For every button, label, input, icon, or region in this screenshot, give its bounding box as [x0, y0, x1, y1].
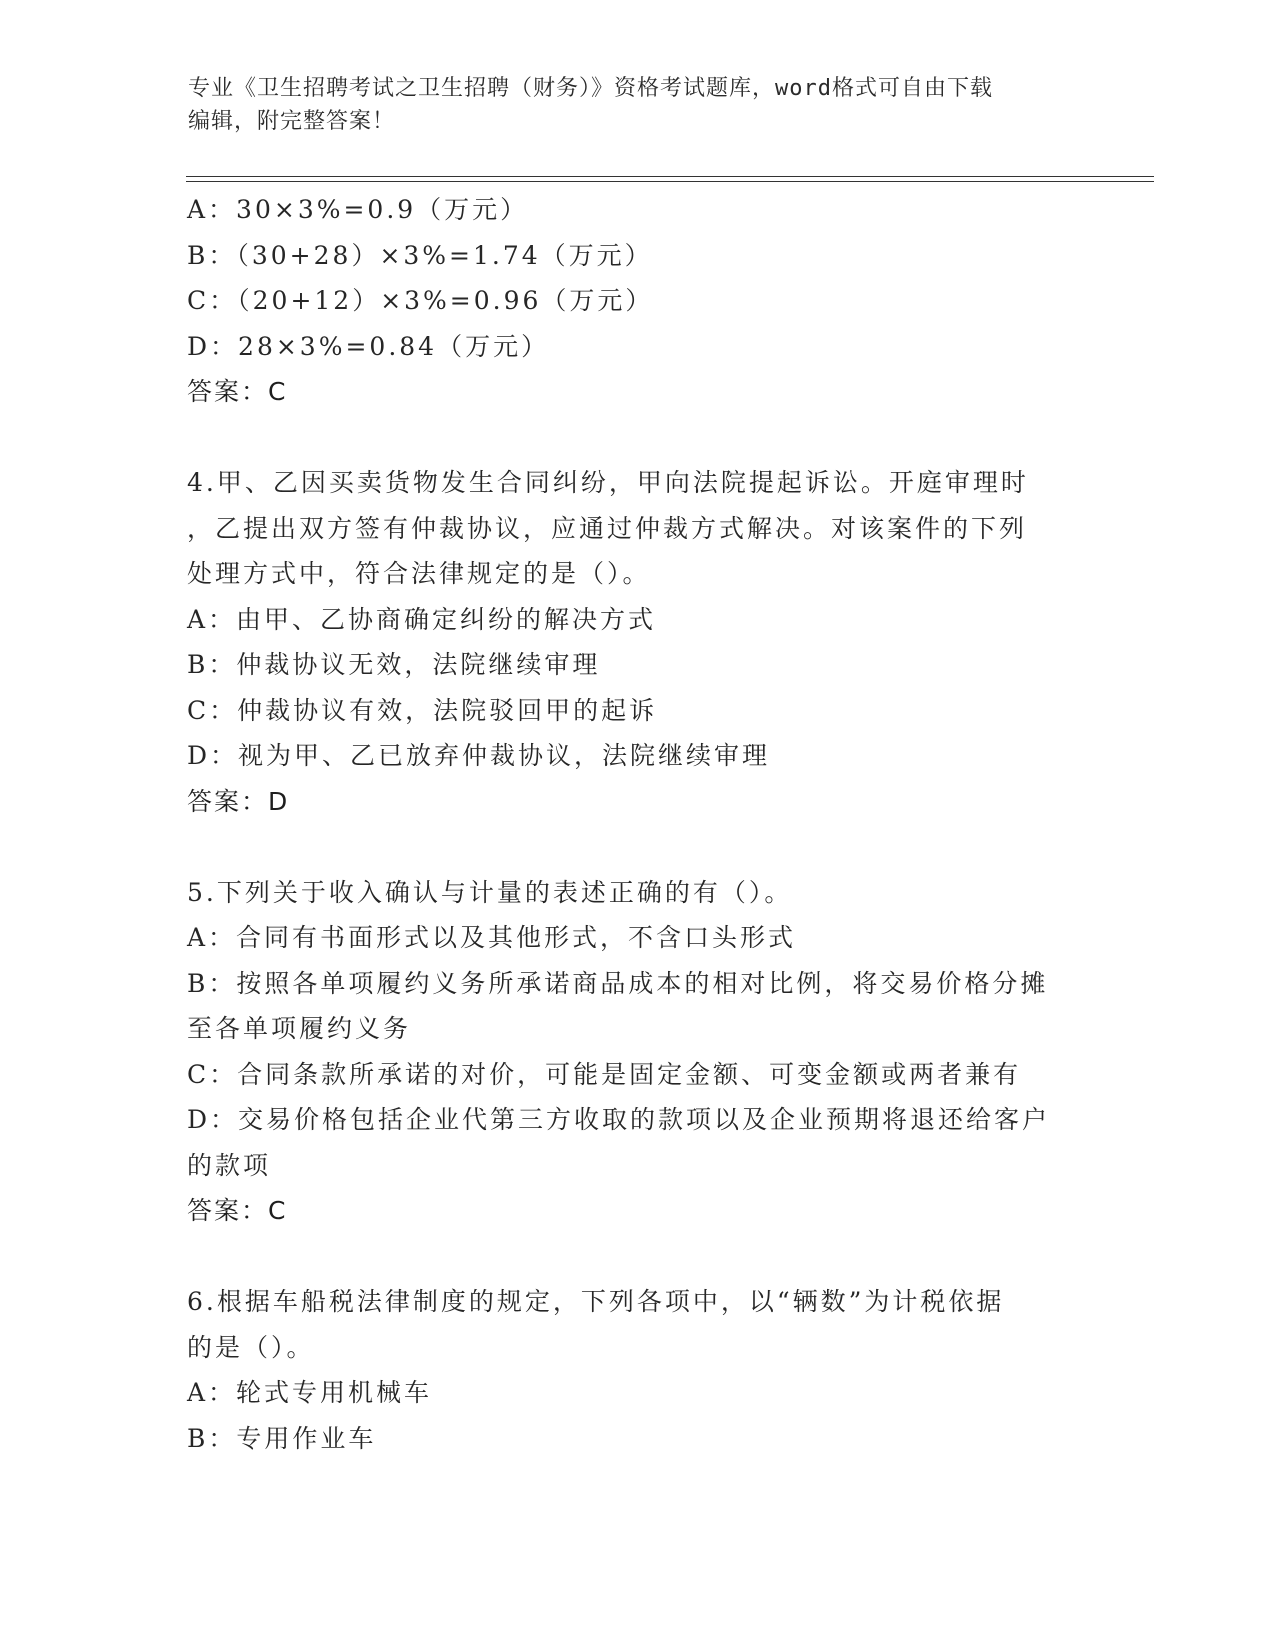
- option-d: D：28×3%=0.84（万元）: [187, 331, 550, 361]
- option-d: D：视为甲、乙已放弃仲裁协议，法院继续审理: [187, 741, 771, 770]
- question-5: [187, 870, 1087, 1234]
- question-4: [187, 460, 1087, 824]
- question-spacer: [187, 1234, 1087, 1280]
- question-stem: 5.下列关于收入确认与计量的表述正确的有（）。: [187, 877, 793, 907]
- question-stem: 6.根据车船税法律制度的规定，下列各项中，以“辆数”为计税依据: [187, 1287, 1005, 1316]
- option-a: A：轮式专用机械车: [187, 1378, 433, 1407]
- option-b-continued: 至各单项履约义务: [187, 1014, 412, 1043]
- option-d: D：交易价格包括企业代第三方收取的款项以及企业预期将退还给客户: [187, 1105, 1051, 1134]
- answer-line: 答案：C: [187, 377, 288, 406]
- header-line-2: 编辑，附完整答案！: [188, 109, 396, 134]
- header-line-1: 专业《卫生招聘考试之卫生招聘（财务）》资格考试题库，word格式可自由下载: [188, 76, 993, 101]
- question-stem: 的是（）。: [187, 1332, 315, 1362]
- option-a: A：由甲、乙协商确定纠纷的解决方式: [187, 604, 657, 634]
- document-header: [188, 72, 1068, 138]
- option-a: A：合同有书面形式以及其他形式，不含口头形式: [187, 923, 797, 952]
- header-divider-top: [186, 176, 1154, 177]
- header-divider-bottom: [186, 181, 1154, 182]
- option-c: C：仲裁协议有效，法院驳回甲的起诉: [187, 695, 658, 725]
- question-6: [187, 1279, 1087, 1461]
- question-stem: 4.甲、乙因买卖货物发生合同纠纷，甲向法院提起诉讼。开庭审理时: [187, 468, 1029, 497]
- option-d-continued: 的款项: [187, 1150, 272, 1180]
- question-stem: ，乙提出双方签有仲裁协议，应通过仲裁方式解决。对该案件的下列: [187, 513, 1028, 543]
- answer-line: 答案：C: [187, 1196, 288, 1225]
- option-b: B：仲裁协议无效，法院继续审理: [187, 650, 601, 679]
- option-b: B：（30+28）×3%=1.74（万元）: [187, 240, 653, 270]
- option-a: A：30×3%=0.9（万元）: [187, 195, 529, 224]
- option-c: C：合同条款所承诺的对价，可能是固定金额、可变金额或两者兼有: [187, 1059, 1022, 1089]
- question-spacer: [187, 824, 1087, 870]
- answer-line: 答案：D: [187, 786, 290, 816]
- option-c: C：（20+12）×3%=0.96（万元）: [187, 286, 654, 315]
- question-3: [187, 187, 1087, 415]
- option-b: B：专用作业车: [187, 1423, 377, 1453]
- option-b: B：按照各单项履约义务所承诺商品成本的相对比例，将交易价格分摊: [187, 968, 1049, 998]
- question-spacer: [187, 415, 1087, 461]
- question-stem: 处理方式中，符合法律规定的是（）。: [187, 559, 651, 588]
- question-list: [187, 187, 1087, 1461]
